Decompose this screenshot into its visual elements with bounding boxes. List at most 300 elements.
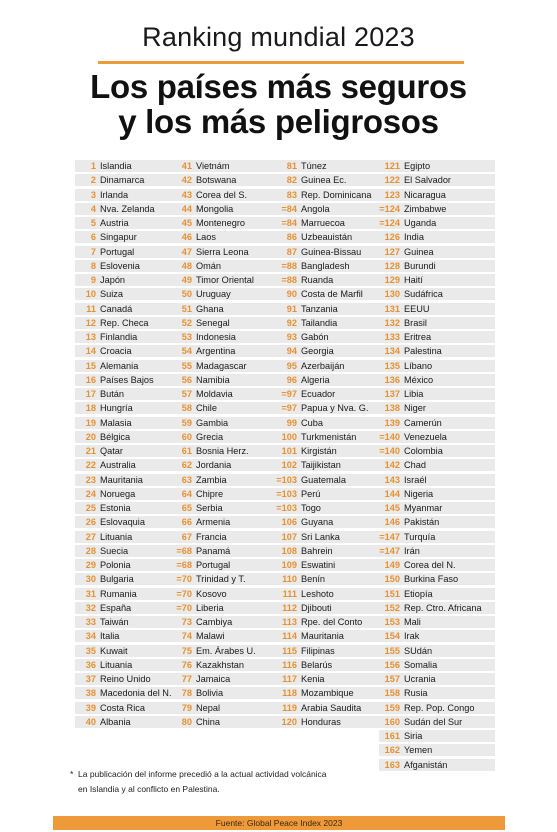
country-name: Malawi — [196, 631, 225, 642]
ranking-position: 28 — [85, 545, 96, 556]
country-name: Irlanda — [100, 189, 129, 200]
ranking-position: 76 — [181, 659, 192, 670]
ranking-row — [171, 702, 287, 714]
ranking-row — [276, 702, 392, 714]
country-name: Egipto — [404, 161, 431, 171]
title-divider — [98, 61, 464, 64]
ranking-row — [379, 402, 495, 414]
ranking-row — [379, 459, 495, 471]
ranking-row — [379, 645, 495, 657]
country-name: Francia — [196, 531, 227, 542]
ranking-position: 49 — [181, 275, 192, 285]
ranking-position: 10 — [85, 289, 96, 300]
country-name: Uzbeauistán — [301, 232, 353, 243]
ranking-row — [171, 288, 287, 300]
ranking-row — [276, 474, 392, 486]
ranking-position: 123 — [384, 189, 400, 200]
ranking-position: 119 — [282, 702, 297, 713]
ranking-position: 134 — [384, 346, 400, 357]
ranking-row — [171, 160, 287, 172]
country-name: Chad — [404, 460, 426, 471]
ranking-position: 46 — [181, 232, 192, 243]
ranking-row — [379, 231, 495, 243]
ranking-row — [171, 559, 287, 571]
ranking-position: 8 — [90, 260, 96, 271]
ranking-position: 116 — [282, 659, 297, 670]
ranking-position: =140 — [379, 446, 400, 456]
country-name: Turkmenistán — [301, 431, 357, 442]
ranking-position: 13 — [85, 332, 96, 342]
ranking-row — [171, 459, 287, 471]
ranking-row — [276, 459, 392, 471]
ranking-row — [276, 431, 392, 443]
country-name: Taijikistan — [301, 460, 341, 471]
ranking-position: 6 — [90, 232, 96, 243]
ranking-row — [379, 203, 495, 215]
country-name: Taiwán — [100, 617, 129, 627]
ranking-position: 87 — [286, 246, 297, 257]
country-name: Haití — [404, 275, 423, 285]
country-name: Costa de Marfil — [301, 289, 363, 300]
country-name: India — [404, 232, 424, 243]
country-name: Singapur — [100, 232, 137, 243]
ranking-position: 45 — [181, 218, 192, 228]
country-name: Suiza — [100, 289, 123, 300]
ranking-row — [276, 331, 392, 343]
ranking-position: 65 — [181, 503, 192, 513]
country-name: Burkina Faso — [404, 574, 459, 585]
country-name: Tanzania — [301, 303, 338, 314]
country-name: Rep. Pop. Congo — [404, 702, 475, 713]
country-name: Bosnia Herz. — [196, 446, 249, 456]
country-name: Estonia — [100, 503, 131, 513]
country-name: Rumania — [100, 588, 137, 599]
ranking-row — [379, 331, 495, 343]
ranking-row — [276, 445, 392, 457]
ranking-position: 162 — [384, 745, 400, 756]
ranking-position: 53 — [181, 332, 192, 342]
ranking-row — [276, 174, 392, 186]
ranking-position: 59 — [181, 417, 192, 428]
ranking-row — [171, 488, 287, 500]
country-name: SUdán — [404, 645, 433, 656]
ranking-row — [379, 217, 495, 229]
ranking-position: 93 — [286, 332, 297, 342]
ranking-position: 7 — [90, 246, 96, 257]
country-name: Mozambique — [301, 688, 354, 699]
ranking-position: 21 — [85, 446, 96, 456]
country-name: Uruguay — [196, 289, 231, 300]
ranking-position: 150 — [384, 574, 400, 585]
ranking-row — [276, 573, 392, 585]
country-name: Em. Árabes U. — [196, 645, 256, 656]
country-name: Bolivia — [196, 688, 224, 699]
country-name: Ruanda — [301, 275, 334, 285]
ranking-position: =84 — [281, 203, 297, 214]
ranking-position: 37 — [85, 674, 96, 684]
country-name: Pakistán — [404, 517, 440, 528]
country-name: Kuwait — [100, 645, 128, 656]
ranking-position: 43 — [181, 189, 192, 200]
ranking-row — [171, 445, 287, 457]
ranking-position: 78 — [181, 688, 192, 699]
ranking-position: 34 — [85, 631, 96, 642]
country-name: Turquía — [404, 531, 436, 542]
ranking-position: 115 — [282, 645, 297, 656]
ranking-row — [276, 317, 392, 329]
ranking-row — [171, 673, 287, 685]
country-name: Finlandia — [100, 332, 138, 342]
country-name: El Salvador — [404, 175, 451, 186]
ranking-row — [379, 545, 495, 557]
country-name: Camerún — [404, 417, 442, 428]
country-name: Benín — [301, 574, 326, 585]
ranking-position: 149 — [384, 560, 400, 570]
ranking-row — [171, 602, 287, 614]
ranking-row — [379, 388, 495, 400]
country-name: Myanmar — [404, 503, 443, 513]
country-name: Canadá — [100, 303, 133, 314]
ranking-position: =103 — [276, 503, 297, 513]
ranking-position: 51 — [181, 303, 192, 314]
country-name: Libia — [404, 389, 424, 399]
country-name: Guyana — [301, 517, 334, 528]
ranking-position: 9 — [90, 275, 96, 285]
ranking-position: 83 — [286, 189, 297, 200]
ranking-row — [171, 616, 287, 628]
ranking-position: 129 — [384, 275, 400, 285]
country-name: Sierra Leona — [196, 246, 249, 257]
ranking-position: 67 — [181, 531, 192, 542]
ranking-row — [379, 274, 495, 286]
ranking-position: 31 — [85, 588, 96, 599]
country-name: Italia — [100, 631, 120, 642]
ranking-position: 135 — [384, 360, 400, 371]
country-name: Angola — [301, 203, 330, 214]
country-name: Bélgica — [100, 431, 131, 442]
ranking-position: 112 — [282, 602, 297, 613]
ranking-row — [276, 231, 392, 243]
country-name: Rep. Ctro. Africana — [404, 602, 482, 613]
ranking-row — [379, 559, 495, 571]
ranking-position: 127 — [384, 246, 400, 257]
country-name: Rusia — [404, 688, 428, 699]
country-name: Gambia — [196, 417, 229, 428]
ranking-row — [171, 231, 287, 243]
country-name: Eswatini — [301, 560, 336, 570]
ranking-position: 163 — [384, 759, 400, 770]
headline-line-1: Los países más seguros — [90, 68, 467, 105]
country-name: Bahrein — [301, 545, 333, 556]
country-name: Siria — [404, 731, 423, 741]
country-name: Guatemala — [301, 474, 346, 485]
ranking-position: =140 — [379, 431, 400, 442]
ranking-row — [171, 659, 287, 671]
country-name: Liberia — [196, 602, 224, 613]
ranking-row — [276, 417, 392, 429]
country-name: Suecia — [100, 545, 129, 556]
country-name: Australia — [100, 460, 136, 471]
country-name: Trinidad y T. — [196, 574, 246, 585]
ranking-position: 42 — [181, 175, 192, 186]
ranking-row — [276, 602, 392, 614]
ranking-row — [276, 488, 392, 500]
ranking-row — [379, 702, 495, 714]
ranking-position: 107 — [281, 531, 297, 542]
country-name: Uganda — [404, 218, 437, 228]
ranking-position: 39 — [85, 702, 96, 713]
ranking-position: =84 — [281, 218, 297, 228]
ranking-position: 142 — [384, 460, 400, 471]
ranking-position: 151 — [384, 588, 400, 599]
country-name: Sudán del Sur — [404, 716, 463, 727]
ranking-row — [276, 374, 392, 386]
ranking-position: 61 — [181, 446, 192, 456]
country-name: Kazakhstan — [196, 659, 245, 670]
ranking-position: 2 — [90, 175, 96, 186]
country-name: Nicaragua — [404, 189, 446, 200]
country-name: Mongolia — [196, 203, 234, 214]
ranking-row — [379, 488, 495, 500]
ranking-position: 80 — [181, 716, 192, 727]
ranking-row — [379, 160, 495, 172]
ranking-position: =68 — [176, 560, 192, 570]
ranking-position: 23 — [85, 474, 96, 485]
country-name: Albania — [100, 716, 131, 727]
country-name: Grecia — [196, 431, 224, 442]
country-name: Dinamarca — [100, 175, 145, 186]
ranking-row — [171, 260, 287, 272]
country-name: Nva. Zelanda — [100, 203, 155, 214]
ranking-position: 118 — [282, 688, 297, 699]
ranking-row — [379, 602, 495, 614]
ranking-position: 4 — [90, 203, 96, 214]
country-name: Indonesia — [196, 332, 236, 342]
country-name: Austria — [100, 218, 129, 228]
country-name: Rpe. del Conto — [301, 617, 363, 627]
country-name: Noruega — [100, 488, 136, 499]
country-name: Irán — [404, 545, 420, 556]
country-name: Guinea-Bissau — [301, 246, 362, 257]
ranking-row — [276, 388, 392, 400]
country-name: Malasia — [100, 417, 132, 428]
country-name: Polonia — [100, 560, 131, 570]
country-name: Cuba — [301, 417, 323, 428]
country-name: Alemania — [100, 360, 139, 371]
ranking-position: 137 — [384, 389, 400, 399]
ranking-row — [276, 345, 392, 357]
ranking-position: 95 — [286, 360, 297, 371]
ranking-position: 79 — [181, 702, 192, 713]
headline-line-2: y los más peligrosos — [118, 103, 439, 140]
country-name: Eslovaquia — [100, 517, 145, 528]
ranking-position: 50 — [181, 289, 192, 300]
ranking-row — [276, 630, 392, 642]
ranking-position: =68 — [176, 545, 192, 556]
country-name: Omán — [196, 260, 222, 271]
country-name: Senegal — [196, 317, 230, 328]
ranking-row — [276, 260, 392, 272]
country-name: Algeria — [301, 374, 330, 385]
ranking-position: =124 — [379, 218, 400, 228]
ranking-position: 159 — [384, 702, 400, 713]
ranking-position: 15 — [85, 360, 96, 371]
country-name: Leshoto — [301, 588, 334, 599]
ranking-position: 77 — [181, 674, 192, 684]
ranking-position: 63 — [181, 474, 192, 485]
ranking-position: 40 — [85, 716, 96, 727]
ranking-position: 27 — [85, 531, 96, 542]
country-name: Mali — [404, 617, 421, 627]
ranking-position: 120 — [281, 716, 297, 727]
country-name: Etiopía — [404, 588, 433, 599]
country-name: Colombia — [404, 446, 443, 456]
country-name: Yemen — [404, 745, 433, 756]
ranking-position: 22 — [85, 460, 96, 471]
ranking-position: 81 — [286, 161, 297, 171]
ranking-position: 75 — [181, 645, 192, 656]
ranking-row — [171, 345, 287, 357]
ranking-row — [379, 374, 495, 386]
ranking-position: 133 — [384, 332, 400, 342]
country-name: Túnez — [301, 161, 327, 171]
footnote-line-2: en Islandia y al conflicto en Palestina. — [78, 784, 220, 794]
ranking-row — [171, 331, 287, 343]
ranking-position: 64 — [181, 488, 192, 499]
ranking-position: 52 — [181, 317, 192, 328]
ranking-row — [379, 573, 495, 585]
ranking-row — [379, 502, 495, 514]
country-name: Panamá — [196, 545, 231, 556]
country-name: Guinea Ec. — [301, 175, 347, 186]
country-name: Kenia — [301, 674, 325, 684]
ranking-row — [171, 217, 287, 229]
ranking-position: 17 — [85, 389, 96, 399]
country-name: Sri Lanka — [301, 531, 340, 542]
ranking-position: =147 — [379, 531, 400, 542]
ranking-position: 74 — [181, 631, 192, 642]
country-name: Países Bajos — [100, 374, 154, 385]
country-name: España — [100, 602, 132, 613]
ranking-row — [171, 502, 287, 514]
country-name: México — [404, 374, 434, 385]
country-name: Namibia — [196, 374, 230, 385]
country-name: Jordania — [196, 460, 232, 471]
country-name: Argentina — [196, 346, 236, 357]
ranking-position: 41 — [181, 161, 192, 171]
country-name: Moldavia — [196, 389, 233, 399]
ranking-row — [276, 516, 392, 528]
ranking-position: =103 — [276, 474, 297, 485]
country-name: Rep. Checa — [100, 317, 149, 328]
country-name: Macedonia del N. — [100, 688, 172, 699]
ranking-column-3 — [276, 160, 392, 730]
country-name: Kosovo — [196, 588, 227, 599]
ranking-table — [0, 160, 557, 780]
page-title: Ranking mundial 2023 — [142, 22, 415, 52]
ranking-position: 54 — [181, 346, 192, 357]
ranking-row — [171, 388, 287, 400]
ranking-position: 106 — [281, 517, 297, 528]
ranking-position: 55 — [181, 360, 192, 371]
ranking-position: 60 — [181, 431, 192, 442]
ranking-row — [171, 303, 287, 315]
ranking-position: 14 — [85, 346, 96, 357]
ranking-position: 1 — [90, 161, 96, 171]
ranking-position: 3 — [90, 189, 96, 200]
country-name: Belarús — [301, 659, 333, 670]
country-name: Zimbabwe — [404, 203, 447, 214]
country-name: Madagascar — [196, 360, 247, 371]
ranking-position: =70 — [176, 602, 192, 613]
ranking-row — [379, 730, 495, 742]
ranking-row — [171, 431, 287, 443]
ranking-row — [171, 174, 287, 186]
ranking-row — [276, 588, 392, 600]
ranking-row — [379, 516, 495, 528]
ranking-position: 24 — [85, 488, 96, 499]
ranking-row — [379, 659, 495, 671]
ranking-position: 108 — [281, 545, 297, 556]
ranking-row — [379, 630, 495, 642]
ranking-row — [379, 174, 495, 186]
country-name: Armenia — [196, 517, 231, 528]
ranking-position: 19 — [85, 417, 96, 428]
country-name: Cambiya — [196, 617, 233, 627]
country-name: Bulgaria — [100, 574, 134, 585]
ranking-row — [379, 744, 495, 756]
ranking-row — [276, 288, 392, 300]
ranking-row — [171, 360, 287, 372]
ranking-position: 143 — [384, 474, 400, 485]
ranking-position: =88 — [281, 260, 297, 271]
country-name: Rep. Dominicana — [301, 189, 372, 200]
country-name: Mauritania — [100, 474, 143, 485]
ranking-position: 160 — [384, 716, 400, 727]
ranking-position: 155 — [384, 645, 400, 656]
country-name: Mauritania — [301, 631, 344, 642]
country-name: Vietnám — [196, 161, 230, 171]
ranking-position: 38 — [85, 688, 96, 699]
ranking-row — [379, 531, 495, 543]
ranking-position: 18 — [85, 403, 96, 414]
country-name: Lituania — [100, 659, 133, 670]
ranking-position: =147 — [379, 545, 400, 556]
country-name: Kirgistán — [301, 446, 337, 456]
ranking-position: 12 — [85, 317, 96, 328]
country-name: Lituania — [100, 531, 133, 542]
ranking-row — [276, 673, 392, 685]
ranking-row — [276, 531, 392, 543]
ranking-row — [379, 588, 495, 600]
ranking-row — [276, 559, 392, 571]
ranking-row — [171, 189, 287, 201]
ranking-row — [379, 474, 495, 486]
country-name: Filipinas — [301, 645, 335, 656]
country-name: Corea del S. — [196, 189, 248, 200]
ranking-position: 36 — [85, 659, 96, 670]
ranking-position: 99 — [286, 417, 297, 428]
country-name: Eslovenia — [100, 260, 140, 271]
country-name: Israél — [404, 474, 427, 485]
ranking-position: 35 — [85, 645, 96, 656]
country-name: Japón — [100, 275, 126, 285]
ranking-position: 102 — [281, 460, 297, 471]
ranking-position: 47 — [181, 246, 192, 257]
ranking-position: 158 — [384, 688, 400, 699]
country-name: Somalia — [404, 659, 438, 670]
ranking-column-2 — [171, 160, 287, 730]
